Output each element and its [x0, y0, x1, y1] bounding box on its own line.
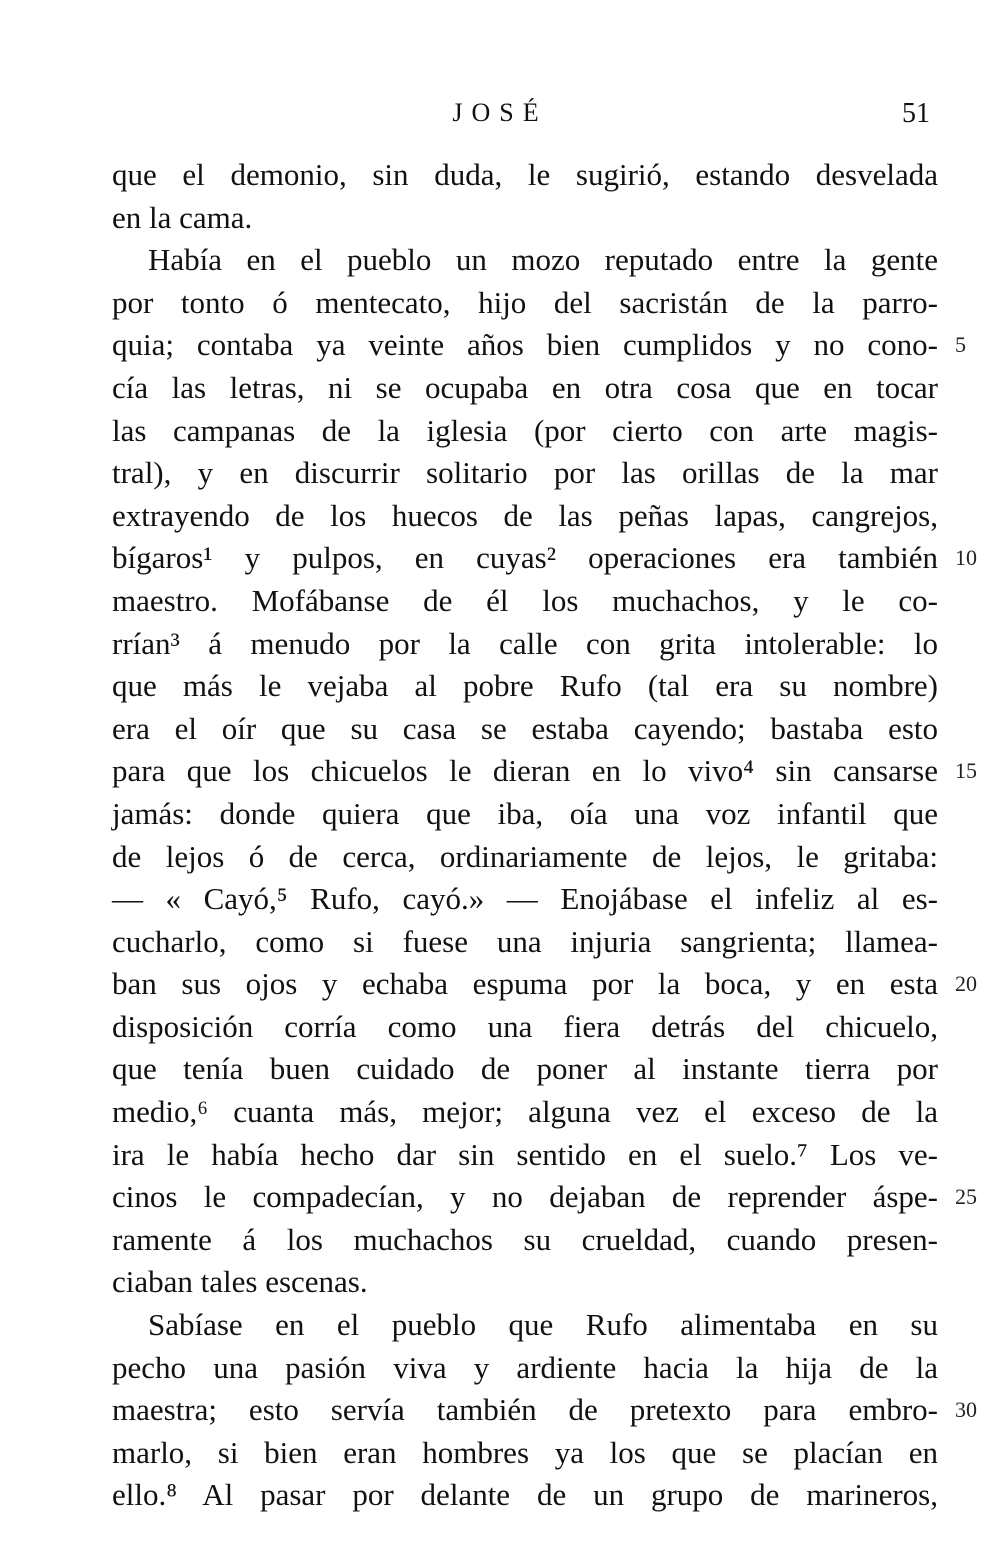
- body-text: [112, 154, 938, 1517]
- text-line: Sabíase en el pueblo que Rufo alimentaba en su: [148, 1307, 938, 1343]
- text-line: cía las letras, ni se ocupaba en otra cosa que en tocar: [112, 369, 938, 405]
- text-line: para que los chicuelos le dieran en lo vivo⁴ sin cansarse: [112, 753, 938, 789]
- text-line: marlo, si bien eran hombres ya los que se placían en: [112, 1434, 938, 1470]
- running-title: JOSÉ: [452, 98, 548, 127]
- text-line: ello.⁸ Al pasar por delante de un grupo de marineros,: [112, 1477, 938, 1513]
- text-line: que más le vejaba al pobre Rufo (tal era su nombre): [112, 668, 938, 704]
- text-line: tral), y en discurrir solitario por las orillas de la mar: [112, 455, 938, 491]
- page-number: 51: [902, 98, 930, 129]
- text-line: las campanas de la iglesia (por cierto con arte magis-: [112, 412, 938, 448]
- line-number-10: 10: [955, 545, 977, 571]
- line-number-15: 15: [955, 758, 977, 784]
- line-number-25: 25: [955, 1184, 977, 1210]
- text-line: disposición corría como una fiera detrás del chicuelo,: [112, 1008, 938, 1044]
- text-line: ban sus ojos y echaba espuma por la boca, y en esta: [112, 966, 938, 1002]
- text-line: jamás: donde quiera que iba, oía una voz infantil que: [112, 795, 938, 831]
- text-line: maestra; esto servía también de pretexto para embro-: [112, 1392, 938, 1428]
- text-line: ciaban tales escenas.: [112, 1264, 368, 1300]
- text-line: bígaros¹ y pulpos, en cuyas² operaciones era también: [112, 540, 938, 576]
- text-line: — « Cayó,⁵ Rufo, cayó.» — Enojábase el infeliz al es-: [112, 881, 938, 917]
- text-line: en la cama.: [112, 199, 253, 235]
- line-number-5: 5: [955, 332, 966, 358]
- text-line: rrían³ á menudo por la calle con grita intolerable: lo: [112, 625, 938, 661]
- text-line: quia; contaba ya veinte años bien cumplidos y no cono-: [112, 327, 938, 363]
- text-line: maestro. Mofábanse de él los muchachos, y le co-: [112, 582, 938, 618]
- text-line: medio,⁶ cuanta más, mejor; alguna vez el exceso de la: [112, 1094, 938, 1130]
- text-line: cucharlo, como si fuese una injuria sangrienta; llamea-: [112, 923, 938, 959]
- text-line: ira le había hecho dar sin sentido en el suelo.⁷ Los ve-: [112, 1136, 938, 1172]
- text-line: pecho una pasión viva y ardiente hacia la hija de la: [112, 1349, 938, 1385]
- text-line: cinos le compadecían, y no dejaban de reprender áspe-: [112, 1179, 938, 1215]
- text-line: de lejos ó de cerca, ordinariamente de lejos, le gritaba:: [112, 838, 938, 874]
- text-line: que el demonio, sin duda, le sugirió, estando desvelada: [112, 157, 938, 192]
- line-number-20: 20: [955, 971, 977, 997]
- text-line: ramente á los muchachos su crueldad, cuando presen-: [112, 1221, 938, 1257]
- text-line: era el oír que su casa se estaba cayendo; bastaba esto: [112, 710, 938, 746]
- text-line: Había en el pueblo un mozo reputado entre la gente: [148, 242, 938, 278]
- line-number-30: 30: [955, 1397, 977, 1423]
- text-line: por tonto ó mentecato, hijo del sacristán de la parro-: [112, 284, 938, 320]
- text-line: que tenía buen cuidado de poner al instante tierra por: [112, 1051, 938, 1087]
- text-line: extrayendo de los huecos de las peñas lapas, cangrejos,: [112, 497, 938, 533]
